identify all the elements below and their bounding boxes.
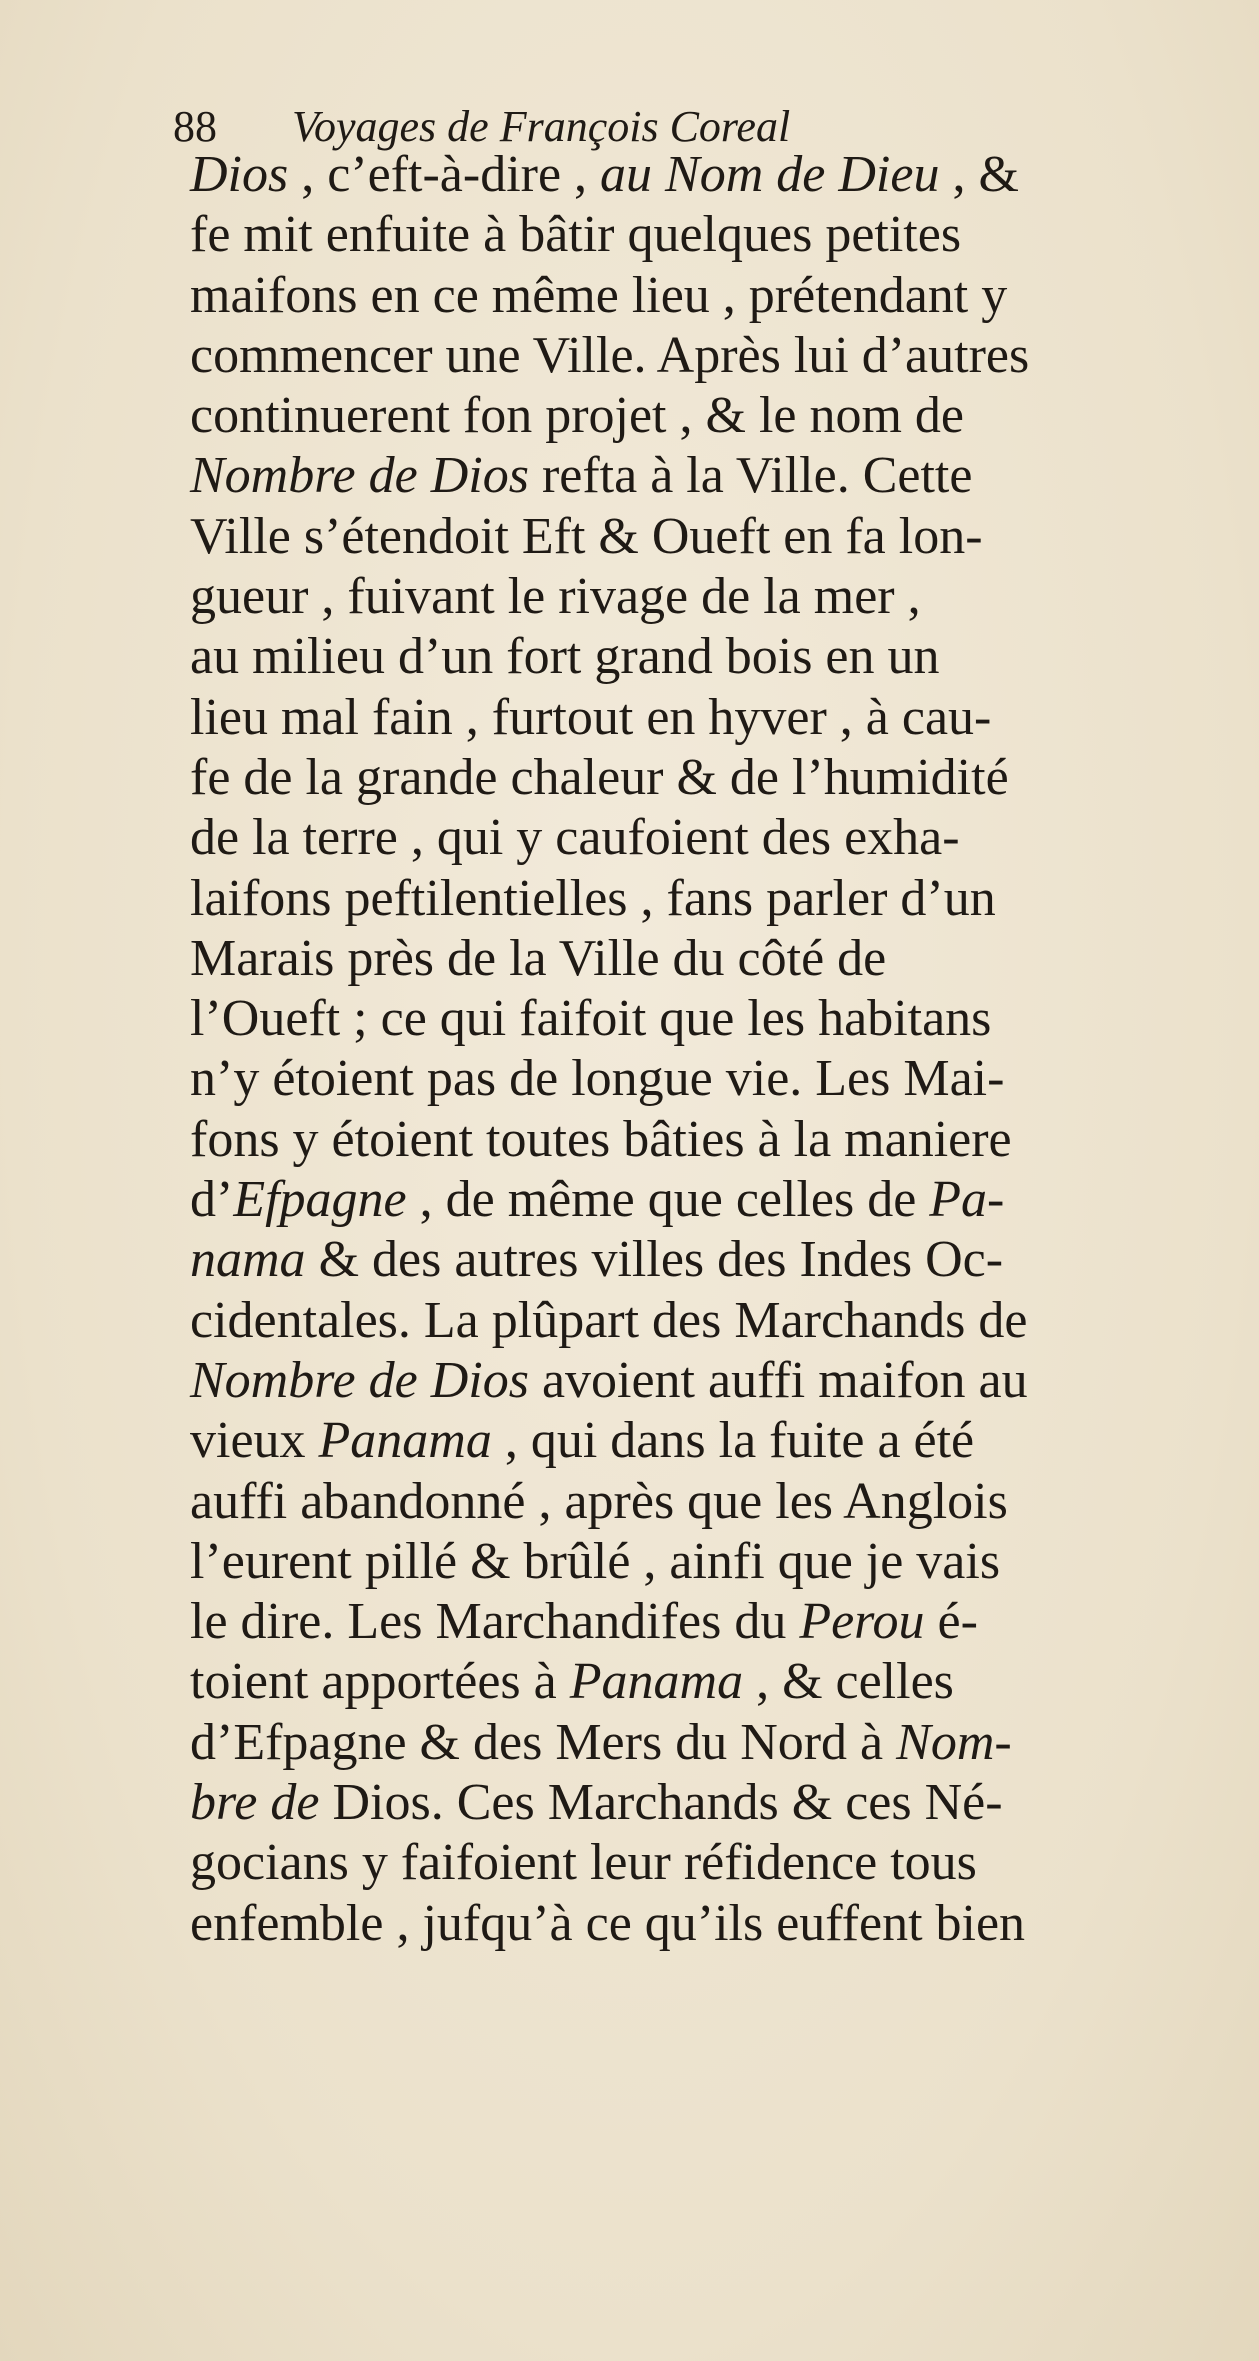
text-segment: refta à la Ville. Cette xyxy=(528,447,973,505)
text-segment: vieux xyxy=(190,1412,319,1470)
text-line xyxy=(190,748,1220,808)
text-line xyxy=(190,1170,1220,1230)
text-segment: , de même que celles de xyxy=(406,1171,930,1229)
text-line xyxy=(190,1713,1220,1773)
text-segment: Marais près de la Ville du côté de xyxy=(190,929,887,987)
italic-segment: au Nom de Dieu xyxy=(600,146,940,203)
text-segment: continuerent fon projet , & le nom de xyxy=(190,387,965,445)
text-line xyxy=(190,1230,1220,1290)
text-segment: fe de la grande chaleur & de l’humidité xyxy=(190,748,1009,806)
text-line xyxy=(190,1291,1220,1351)
text-line xyxy=(190,386,1220,446)
text-segment: cidentales. La plûpart des Marchands de xyxy=(190,1291,1028,1349)
italic-segment: Panama xyxy=(569,1653,744,1711)
italic-segment: bre de xyxy=(190,1774,320,1832)
text-segment: gocians y faifoient leur réfidence tous xyxy=(190,1834,977,1892)
text-segment: laifons peftilentielles , fans parler d’un xyxy=(190,869,996,927)
text-line xyxy=(190,1049,1220,1109)
text-line xyxy=(190,627,1220,687)
text-segment: Dios xyxy=(319,1774,431,1832)
text-segment: auffi abandonné , après que les Anglois xyxy=(190,1472,1008,1530)
text-segment: avoient auffi maifon au xyxy=(528,1351,1028,1409)
text-line xyxy=(190,1532,1220,1592)
text-segment: é- xyxy=(924,1593,978,1651)
text-segment: . Ces Marchands & ces Né- xyxy=(430,1774,1003,1832)
text-line xyxy=(190,1472,1220,1532)
text-segment: toient apportées à xyxy=(190,1653,570,1711)
italic-segment: Dios xyxy=(190,146,289,203)
text-segment: de la terre , qui y caufoient des exha- xyxy=(190,809,960,867)
text-line xyxy=(190,1652,1220,1712)
page-number: 88 xyxy=(173,102,217,151)
italic-segment: Nombre de Dios xyxy=(190,447,529,505)
text-segment: enfemble , jufqu’à ce qu’ils euffent bien xyxy=(190,1894,1026,1952)
text-segment: Ville s’étendoit Eft & Oueft en fa lon- xyxy=(190,507,983,565)
text-line xyxy=(190,1773,1220,1833)
italic-segment: Nombre de Dios xyxy=(190,1351,529,1409)
text-segment: n’y étoient pas de longue vie. Les Mai- xyxy=(190,1050,1005,1108)
text-segment: fons y étoient toutes bâties à la maniere xyxy=(190,1110,1012,1168)
text-segment: gueur , fuivant le rivage de la mer , xyxy=(190,568,921,626)
text-line xyxy=(190,266,1220,326)
text-line xyxy=(190,145,1220,205)
text-line xyxy=(190,688,1220,748)
text-segment: maifons en ce même lieu , prétendant y xyxy=(190,266,1008,324)
italic-segment: Perou xyxy=(799,1593,925,1651)
text-segment: le dire. Les Marchandifes du xyxy=(190,1593,800,1651)
text-line xyxy=(190,1110,1220,1170)
text-segment: l’Oueft ; ce qui faifoit que les habitans xyxy=(190,990,992,1048)
text-line xyxy=(190,1411,1220,1471)
text-line xyxy=(190,205,1220,265)
text-line xyxy=(190,507,1220,567)
text-segment: lieu mal fain , furtout en hyver , à cau- xyxy=(190,688,992,746)
italic-segment: Efpagne xyxy=(233,1171,407,1229)
text-line xyxy=(190,869,1220,929)
running-title: Voyages de François Coreal xyxy=(292,102,791,151)
text-line xyxy=(190,567,1220,627)
text-line xyxy=(190,929,1220,989)
text-line xyxy=(190,808,1220,868)
italic-segment: Nom- xyxy=(896,1713,1012,1771)
italic-segment: nama xyxy=(190,1231,306,1289)
text-line xyxy=(190,1894,1220,1954)
text-segment: d’Efpagne & des Mers du Nord à xyxy=(190,1713,897,1771)
text-segment: , & celles xyxy=(743,1653,954,1711)
body-text xyxy=(190,145,1220,1954)
text-segment: , & xyxy=(939,146,1019,203)
text-line xyxy=(190,1592,1220,1652)
text-segment: & des autres villes des Indes Oc- xyxy=(305,1231,1004,1289)
text-segment: au milieu d’un fort grand bois en un xyxy=(190,628,940,686)
text-line xyxy=(190,326,1220,386)
italic-segment: Panama xyxy=(318,1412,492,1470)
text-segment: , c’eft-à-dire , xyxy=(288,146,601,203)
text-segment: fe mit enfuite à bâtir quelques petites xyxy=(190,206,962,264)
text-segment: , qui dans la fuite a été xyxy=(491,1412,975,1470)
text-line xyxy=(190,989,1220,1049)
text-line xyxy=(190,1833,1220,1893)
text-segment: d’ xyxy=(190,1171,234,1229)
text-segment: commencer une Ville. Après lui d’autres xyxy=(190,326,1030,384)
text-line xyxy=(190,446,1220,506)
text-segment: l’eurent pillé & brûlé , ainfi que je vais xyxy=(190,1532,1001,1590)
italic-segment: Pa- xyxy=(929,1171,1005,1229)
text-line xyxy=(190,1351,1220,1411)
